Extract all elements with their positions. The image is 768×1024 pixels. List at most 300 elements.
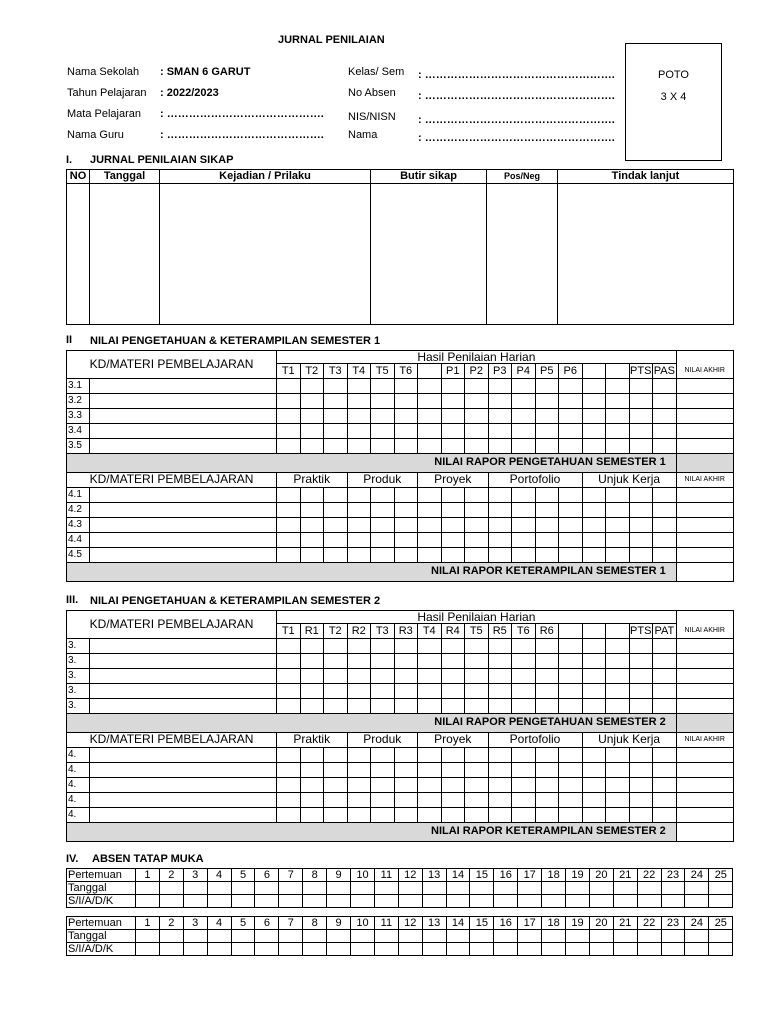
skill-cell[interactable] <box>324 762 348 777</box>
grade-cell[interactable] <box>559 638 583 653</box>
skill-cell[interactable] <box>394 777 418 792</box>
kd-materi-cell[interactable] <box>90 378 277 393</box>
grade-cell[interactable] <box>512 393 536 408</box>
absen-cell[interactable] <box>518 930 542 943</box>
absen-cell[interactable] <box>661 943 685 956</box>
absen-cell[interactable] <box>255 930 279 943</box>
skill-cell[interactable] <box>606 532 630 547</box>
absen-cell[interactable] <box>566 930 590 943</box>
kd-materi-cell[interactable] <box>90 438 277 453</box>
skill-cell[interactable] <box>465 532 489 547</box>
absen-cell[interactable] <box>470 930 494 943</box>
skill-cell[interactable] <box>488 502 512 517</box>
skill-cell[interactable] <box>465 792 489 807</box>
skill-cell[interactable] <box>418 487 442 502</box>
grade-cell[interactable] <box>582 423 606 438</box>
skill-cell[interactable] <box>512 547 536 562</box>
absen-cell[interactable] <box>231 930 255 943</box>
absen-cell[interactable] <box>351 895 375 908</box>
skill-cell[interactable] <box>465 487 489 502</box>
absen-cell[interactable] <box>398 943 422 956</box>
grade-cell[interactable] <box>676 438 733 453</box>
skill-cell[interactable] <box>676 502 733 517</box>
sikap-cell[interactable] <box>160 184 371 325</box>
absen-cell[interactable] <box>136 895 160 908</box>
skill-cell[interactable] <box>465 502 489 517</box>
absen-cell[interactable] <box>303 930 327 943</box>
grade-cell[interactable] <box>465 668 489 683</box>
grade-cell[interactable] <box>488 638 512 653</box>
skill-cell[interactable] <box>559 762 583 777</box>
grade-cell[interactable] <box>582 438 606 453</box>
skill-cell[interactable] <box>418 792 442 807</box>
grade-cell[interactable] <box>418 438 442 453</box>
skill-cell[interactable] <box>300 487 324 502</box>
absen-cell[interactable] <box>637 895 661 908</box>
absen-cell[interactable] <box>494 930 518 943</box>
grade-cell[interactable] <box>347 423 371 438</box>
grade-cell[interactable] <box>394 423 418 438</box>
skill-cell[interactable] <box>347 777 371 792</box>
skill-cell[interactable] <box>606 792 630 807</box>
grade-cell[interactable] <box>629 668 653 683</box>
kd-materi-cell[interactable] <box>90 668 277 683</box>
grade-cell[interactable] <box>300 378 324 393</box>
skill-cell[interactable] <box>629 532 653 547</box>
grade-cell[interactable] <box>629 638 653 653</box>
skill-cell[interactable] <box>441 487 465 502</box>
skill-cell[interactable] <box>300 547 324 562</box>
skill-cell[interactable] <box>582 792 606 807</box>
skill-cell[interactable] <box>347 747 371 762</box>
grade-cell[interactable] <box>676 638 733 653</box>
absen-cell[interactable] <box>709 943 733 956</box>
kd-materi-cell[interactable] <box>90 698 277 713</box>
skill-cell[interactable] <box>324 502 348 517</box>
absen-cell[interactable] <box>422 895 446 908</box>
grade-cell[interactable] <box>324 698 348 713</box>
grade-cell[interactable] <box>582 698 606 713</box>
skill-cell[interactable] <box>300 807 324 822</box>
skill-cell[interactable] <box>535 487 559 502</box>
skill-cell[interactable] <box>488 807 512 822</box>
absen-cell[interactable] <box>709 895 733 908</box>
grade-cell[interactable] <box>324 668 348 683</box>
grade-cell[interactable] <box>371 668 395 683</box>
skill-cell[interactable] <box>277 517 301 532</box>
skill-cell[interactable] <box>371 502 395 517</box>
skill-cell[interactable] <box>418 532 442 547</box>
skill-cell[interactable] <box>512 747 536 762</box>
grade-cell[interactable] <box>277 653 301 668</box>
absen-cell[interactable] <box>709 882 733 895</box>
grade-cell[interactable] <box>300 408 324 423</box>
sikap-cell[interactable] <box>67 184 90 325</box>
grade-cell[interactable] <box>394 638 418 653</box>
skill-cell[interactable] <box>300 792 324 807</box>
skill-cell[interactable] <box>582 807 606 822</box>
grade-cell[interactable] <box>653 683 677 698</box>
grade-cell[interactable] <box>300 438 324 453</box>
grade-cell[interactable] <box>277 638 301 653</box>
skill-cell[interactable] <box>465 547 489 562</box>
grade-cell[interactable] <box>441 683 465 698</box>
skill-cell[interactable] <box>465 517 489 532</box>
grade-cell[interactable] <box>347 698 371 713</box>
absen-cell[interactable] <box>446 882 470 895</box>
absen-cell[interactable] <box>661 895 685 908</box>
absen-cell[interactable] <box>327 882 351 895</box>
absen-cell[interactable] <box>374 930 398 943</box>
identity-value[interactable]: : ……………………………………………. <box>418 132 615 144</box>
absen-cell[interactable] <box>518 895 542 908</box>
skill-cell[interactable] <box>559 502 583 517</box>
skill-cell[interactable] <box>347 517 371 532</box>
grade-cell[interactable] <box>559 668 583 683</box>
skill-cell[interactable] <box>512 532 536 547</box>
skill-cell[interactable] <box>676 762 733 777</box>
grade-cell[interactable] <box>676 698 733 713</box>
grade-cell[interactable] <box>559 393 583 408</box>
grade-cell[interactable] <box>441 378 465 393</box>
skill-cell[interactable] <box>629 502 653 517</box>
grade-cell[interactable] <box>371 698 395 713</box>
skill-cell[interactable] <box>559 777 583 792</box>
skill-cell[interactable] <box>653 747 677 762</box>
skill-cell[interactable] <box>653 532 677 547</box>
skill-cell[interactable] <box>512 517 536 532</box>
absen-cell[interactable] <box>255 882 279 895</box>
grade-cell[interactable] <box>676 408 733 423</box>
absen-cell[interactable] <box>207 895 231 908</box>
skill-cell[interactable] <box>371 777 395 792</box>
absen-cell[interactable] <box>159 943 183 956</box>
grade-cell[interactable] <box>488 393 512 408</box>
skill-cell[interactable] <box>653 502 677 517</box>
skill-cell[interactable] <box>300 777 324 792</box>
skill-materi-cell[interactable] <box>90 777 277 792</box>
skill-cell[interactable] <box>324 807 348 822</box>
skill-cell[interactable] <box>676 547 733 562</box>
skill-cell[interactable] <box>277 807 301 822</box>
skill-cell[interactable] <box>300 747 324 762</box>
skill-cell[interactable] <box>535 792 559 807</box>
grade-cell[interactable] <box>488 438 512 453</box>
grade-cell[interactable] <box>606 668 630 683</box>
grade-cell[interactable] <box>418 683 442 698</box>
absen-cell[interactable] <box>518 943 542 956</box>
absen-cell[interactable] <box>327 930 351 943</box>
absen-cell[interactable] <box>398 930 422 943</box>
skill-cell[interactable] <box>559 807 583 822</box>
skill-cell[interactable] <box>347 487 371 502</box>
skill-cell[interactable] <box>535 547 559 562</box>
skill-cell[interactable] <box>535 807 559 822</box>
skill-cell[interactable] <box>277 547 301 562</box>
skill-cell[interactable] <box>629 807 653 822</box>
grade-cell[interactable] <box>653 393 677 408</box>
grade-cell[interactable] <box>277 668 301 683</box>
grade-cell[interactable] <box>535 408 559 423</box>
grade-cell[interactable] <box>394 393 418 408</box>
grade-cell[interactable] <box>347 378 371 393</box>
identity-value[interactable]: : 2022/2023 <box>160 87 219 99</box>
grade-cell[interactable] <box>512 683 536 698</box>
skill-materi-cell[interactable] <box>90 807 277 822</box>
identity-value[interactable]: : ……………………………………………. <box>418 90 615 102</box>
absen-cell[interactable] <box>589 930 613 943</box>
grade-cell[interactable] <box>371 378 395 393</box>
skill-cell[interactable] <box>418 762 442 777</box>
grade-cell[interactable] <box>418 653 442 668</box>
grade-cell[interactable] <box>582 408 606 423</box>
absen-cell[interactable] <box>231 943 255 956</box>
skill-cell[interactable] <box>300 502 324 517</box>
grade-cell[interactable] <box>300 668 324 683</box>
grade-cell[interactable] <box>394 683 418 698</box>
skill-cell[interactable] <box>629 762 653 777</box>
absen-cell[interactable] <box>279 882 303 895</box>
skill-materi-cell[interactable] <box>90 762 277 777</box>
grade-cell[interactable] <box>394 698 418 713</box>
absen-cell[interactable] <box>183 882 207 895</box>
grade-cell[interactable] <box>559 378 583 393</box>
skill-cell[interactable] <box>606 487 630 502</box>
skill-cell[interactable] <box>347 762 371 777</box>
grade-cell[interactable] <box>441 408 465 423</box>
skill-cell[interactable] <box>653 517 677 532</box>
skill-cell[interactable] <box>653 547 677 562</box>
identity-value[interactable]: : ……………………………………. <box>160 108 324 120</box>
skill-cell[interactable] <box>488 777 512 792</box>
grade-cell[interactable] <box>324 408 348 423</box>
grade-cell[interactable] <box>653 668 677 683</box>
absen-cell[interactable] <box>661 930 685 943</box>
skill-cell[interactable] <box>512 777 536 792</box>
grade-cell[interactable] <box>512 408 536 423</box>
grade-cell[interactable] <box>394 653 418 668</box>
absen-cell[interactable] <box>661 882 685 895</box>
grade-cell[interactable] <box>465 698 489 713</box>
grade-cell[interactable] <box>418 393 442 408</box>
grade-cell[interactable] <box>277 393 301 408</box>
grade-cell[interactable] <box>418 423 442 438</box>
skill-cell[interactable] <box>441 777 465 792</box>
skill-cell[interactable] <box>347 792 371 807</box>
grade-cell[interactable] <box>418 408 442 423</box>
absen-cell[interactable] <box>613 943 637 956</box>
grade-cell[interactable] <box>629 378 653 393</box>
absen-cell[interactable] <box>279 895 303 908</box>
absen-cell[interactable] <box>566 895 590 908</box>
absen-cell[interactable] <box>446 943 470 956</box>
skill-materi-cell[interactable] <box>90 487 277 502</box>
grade-cell[interactable] <box>394 378 418 393</box>
skill-cell[interactable] <box>394 532 418 547</box>
grade-cell[interactable] <box>324 653 348 668</box>
skill-cell[interactable] <box>441 532 465 547</box>
absen-cell[interactable] <box>207 943 231 956</box>
absen-cell[interactable] <box>303 943 327 956</box>
skill-cell[interactable] <box>606 807 630 822</box>
grade-cell[interactable] <box>441 393 465 408</box>
grade-cell[interactable] <box>653 408 677 423</box>
absen-cell[interactable] <box>183 930 207 943</box>
grade-cell[interactable] <box>559 438 583 453</box>
skill-cell[interactable] <box>535 747 559 762</box>
grade-cell[interactable] <box>582 393 606 408</box>
grade-cell[interactable] <box>347 653 371 668</box>
skill-cell[interactable] <box>559 747 583 762</box>
grade-cell[interactable] <box>418 698 442 713</box>
kd-materi-cell[interactable] <box>90 653 277 668</box>
skill-cell[interactable] <box>418 777 442 792</box>
sikap-cell[interactable] <box>371 184 487 325</box>
grade-cell[interactable] <box>488 378 512 393</box>
skill-cell[interactable] <box>300 532 324 547</box>
grade-cell[interactable] <box>418 668 442 683</box>
grade-cell[interactable] <box>676 683 733 698</box>
kd-materi-cell[interactable] <box>90 683 277 698</box>
rapor-keterampilan-value[interactable] <box>676 562 733 581</box>
sikap-cell[interactable] <box>90 184 160 325</box>
skill-cell[interactable] <box>394 747 418 762</box>
grade-cell[interactable] <box>371 408 395 423</box>
skill-cell[interactable] <box>535 777 559 792</box>
grade-cell[interactable] <box>347 668 371 683</box>
absen-cell[interactable] <box>159 882 183 895</box>
grade-cell[interactable] <box>347 638 371 653</box>
absen-cell[interactable] <box>303 895 327 908</box>
grade-cell[interactable] <box>606 653 630 668</box>
grade-cell[interactable] <box>488 698 512 713</box>
skill-cell[interactable] <box>418 807 442 822</box>
grade-cell[interactable] <box>465 653 489 668</box>
kd-materi-cell[interactable] <box>90 638 277 653</box>
skill-cell[interactable] <box>582 547 606 562</box>
absen-cell[interactable] <box>685 930 709 943</box>
skill-cell[interactable] <box>488 547 512 562</box>
absen-cell[interactable] <box>136 930 160 943</box>
grade-cell[interactable] <box>371 683 395 698</box>
grade-cell[interactable] <box>606 438 630 453</box>
grade-cell[interactable] <box>441 698 465 713</box>
skill-cell[interactable] <box>582 762 606 777</box>
skill-cell[interactable] <box>488 532 512 547</box>
grade-cell[interactable] <box>606 393 630 408</box>
skill-cell[interactable] <box>418 747 442 762</box>
absen-cell[interactable] <box>398 895 422 908</box>
grade-cell[interactable] <box>488 653 512 668</box>
absen-cell[interactable] <box>542 882 566 895</box>
skill-cell[interactable] <box>582 777 606 792</box>
skill-materi-cell[interactable] <box>90 532 277 547</box>
absen-cell[interactable] <box>255 895 279 908</box>
absen-cell[interactable] <box>637 882 661 895</box>
grade-cell[interactable] <box>653 653 677 668</box>
skill-cell[interactable] <box>512 487 536 502</box>
grade-cell[interactable] <box>535 698 559 713</box>
skill-cell[interactable] <box>371 487 395 502</box>
absen-cell[interactable] <box>589 882 613 895</box>
grade-cell[interactable] <box>629 423 653 438</box>
skill-cell[interactable] <box>582 747 606 762</box>
absen-cell[interactable] <box>351 930 375 943</box>
grade-cell[interactable] <box>582 378 606 393</box>
skill-cell[interactable] <box>441 807 465 822</box>
grade-cell[interactable] <box>582 683 606 698</box>
absen-cell[interactable] <box>231 895 255 908</box>
absen-cell[interactable] <box>159 930 183 943</box>
absen-cell[interactable] <box>422 882 446 895</box>
grade-cell[interactable] <box>465 683 489 698</box>
absen-cell[interactable] <box>542 895 566 908</box>
skill-cell[interactable] <box>324 532 348 547</box>
grade-cell[interactable] <box>441 423 465 438</box>
skill-materi-cell[interactable] <box>90 747 277 762</box>
grade-cell[interactable] <box>676 423 733 438</box>
skill-cell[interactable] <box>653 762 677 777</box>
grade-cell[interactable] <box>606 408 630 423</box>
absen-cell[interactable] <box>613 895 637 908</box>
skill-cell[interactable] <box>394 547 418 562</box>
skill-cell[interactable] <box>394 762 418 777</box>
absen-cell[interactable] <box>351 882 375 895</box>
absen-cell[interactable] <box>422 943 446 956</box>
grade-cell[interactable] <box>441 668 465 683</box>
grade-cell[interactable] <box>512 423 536 438</box>
skill-cell[interactable] <box>535 517 559 532</box>
absen-cell[interactable] <box>183 895 207 908</box>
grade-cell[interactable] <box>418 378 442 393</box>
sikap-cell[interactable] <box>558 184 734 325</box>
absen-cell[interactable] <box>613 882 637 895</box>
skill-cell[interactable] <box>629 747 653 762</box>
grade-cell[interactable] <box>653 698 677 713</box>
skill-cell[interactable] <box>277 762 301 777</box>
grade-cell[interactable] <box>277 683 301 698</box>
grade-cell[interactable] <box>277 408 301 423</box>
grade-cell[interactable] <box>512 668 536 683</box>
skill-cell[interactable] <box>277 777 301 792</box>
skill-cell[interactable] <box>559 547 583 562</box>
grade-cell[interactable] <box>629 698 653 713</box>
absen-cell[interactable] <box>470 943 494 956</box>
grade-cell[interactable] <box>394 668 418 683</box>
grade-cell[interactable] <box>606 638 630 653</box>
grade-cell[interactable] <box>582 638 606 653</box>
grade-cell[interactable] <box>582 653 606 668</box>
absen-cell[interactable] <box>470 895 494 908</box>
grade-cell[interactable] <box>629 683 653 698</box>
grade-cell[interactable] <box>324 423 348 438</box>
grade-cell[interactable] <box>653 423 677 438</box>
grade-cell[interactable] <box>277 698 301 713</box>
grade-cell[interactable] <box>488 683 512 698</box>
skill-cell[interactable] <box>465 747 489 762</box>
skill-cell[interactable] <box>676 487 733 502</box>
grade-cell[interactable] <box>277 378 301 393</box>
skill-cell[interactable] <box>277 532 301 547</box>
grade-cell[interactable] <box>300 393 324 408</box>
skill-cell[interactable] <box>512 807 536 822</box>
skill-cell[interactable] <box>371 807 395 822</box>
rapor-pengetahuan-value[interactable] <box>676 453 733 472</box>
absen-cell[interactable] <box>279 930 303 943</box>
absen-cell[interactable] <box>518 882 542 895</box>
skill-cell[interactable] <box>488 792 512 807</box>
absen-cell[interactable] <box>446 930 470 943</box>
